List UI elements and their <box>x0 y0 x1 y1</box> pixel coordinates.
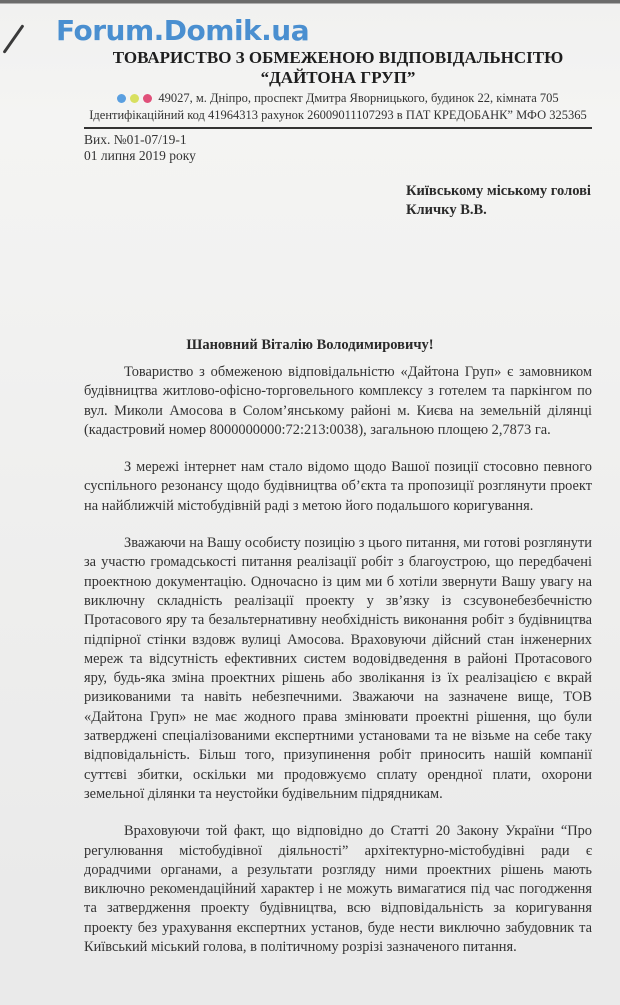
letterhead-divider <box>84 127 592 129</box>
organization-requisites: Ідентифікаційний код 41964313 рахунок 26009011107293 в ПАТ КРЕДОБАНК” МФО 325365 <box>89 108 587 122</box>
addressee-block <box>406 182 592 220</box>
blue-dot-icon <box>117 94 126 103</box>
addressee-title: Київському міському голові <box>406 183 591 199</box>
organization-address: 49027, м. Дніпро, проспект Дмитра Яворницького, будинок 22, кімната 705 <box>158 91 559 105</box>
organization-name-line2: “ДАЙТОНА ГРУП” <box>260 68 416 87</box>
pen-mark <box>3 24 25 54</box>
organization-name-line1: ТОВАРИСТВО З ОБМЕЖЕНОЮ ВІДПОВІДАЛЬНСІТЮ <box>112 48 564 67</box>
outgoing-number: Вих. №01-07/19-1 <box>84 132 187 147</box>
body-paragraph: Зважаючи на Вашу особисту позицію з цього питання, ми готові розглянути за участю громадськості питання реалізації робіт з благоустрою, що передбачені проектною документацію. Одночасно із цим ми б хотіли звернути Вашу увагу на виключну складність реалізації проекту у зв’язку із сзсувонебезбечністю Протасового яру та безальтернативну необхідність виконання робіт з будівництва підпірної стінки вздовж вулиці Амосова. Враховуючи дійсний стан інженерних мереж та відсутність ефективних систем водовідведення в районі Протасового яру, будь-яка зміна проектних рішень або зволікання із їх реалізацією є вкрай ризикованими та навіть небезпечними. Зважаючи на зазначене вище, ТОВ «Дайтона Груп» не має жодного права змінювати проектні рішення, що були затверджені спеціалізованими експертними установами та не візьме на себе таку відповідальність. Більш того, призупинення робіт приносить нашій компанії суттєві збитки, оскільки ми продовжуємо сплату орендної плати, охорони земельної ділянки та неустойки будівельним підрядникам. <box>84 535 592 802</box>
body-paragraph: Товариство з обмеженою відповідальністю «Дайтона Груп» є замовником будівництва житлово-офісно-торговельного комплексу з готелем та паркінгом по вул. Миколи Амосова в Солом’янському районі м. Києва на земельній ділянці (кадастровий номер 8000000000:72:213:0038), загальною площею 2,7873 га. <box>84 364 592 438</box>
watermark-logo: Forum.Domik.ua <box>56 14 310 47</box>
addressee-name: Кличку В.В. <box>406 202 487 218</box>
body-paragraph: Враховуючи той факт, що відповідно до Статті 20 Закону України “Про регулювання містобудівної діяльності” архітектурно-містобудівні ради є дорадчими органами, а результати розгляду ними проектних рішень мають виключно рекомендаційний характер і не можуть вимагатися під час погодження та затвердження проекту будівництва, всю відповідальність за коригування проекту без урахування експертних установ, буде нести виключно забудовник та Київський міський голова, в політичному розрізі зазначеного питання. <box>84 823 592 956</box>
yellow-dot-icon <box>130 94 139 103</box>
body-paragraph: З мережі інтернет нам стало відомо щодо Вашої позиції стосовно певного суспільного резонансу щодо будівництва об’єкта та пропозиції розглянути проект на найближчій містобудівній раді з метою його подальшого коригування. <box>84 459 592 514</box>
color-dots <box>117 94 152 103</box>
letter-date: 01 липня 2019 року <box>84 148 196 163</box>
address-row <box>84 90 592 106</box>
pink-dot-icon <box>143 94 152 103</box>
salutation: Шановний Віталію Володимировичу! <box>186 337 434 353</box>
